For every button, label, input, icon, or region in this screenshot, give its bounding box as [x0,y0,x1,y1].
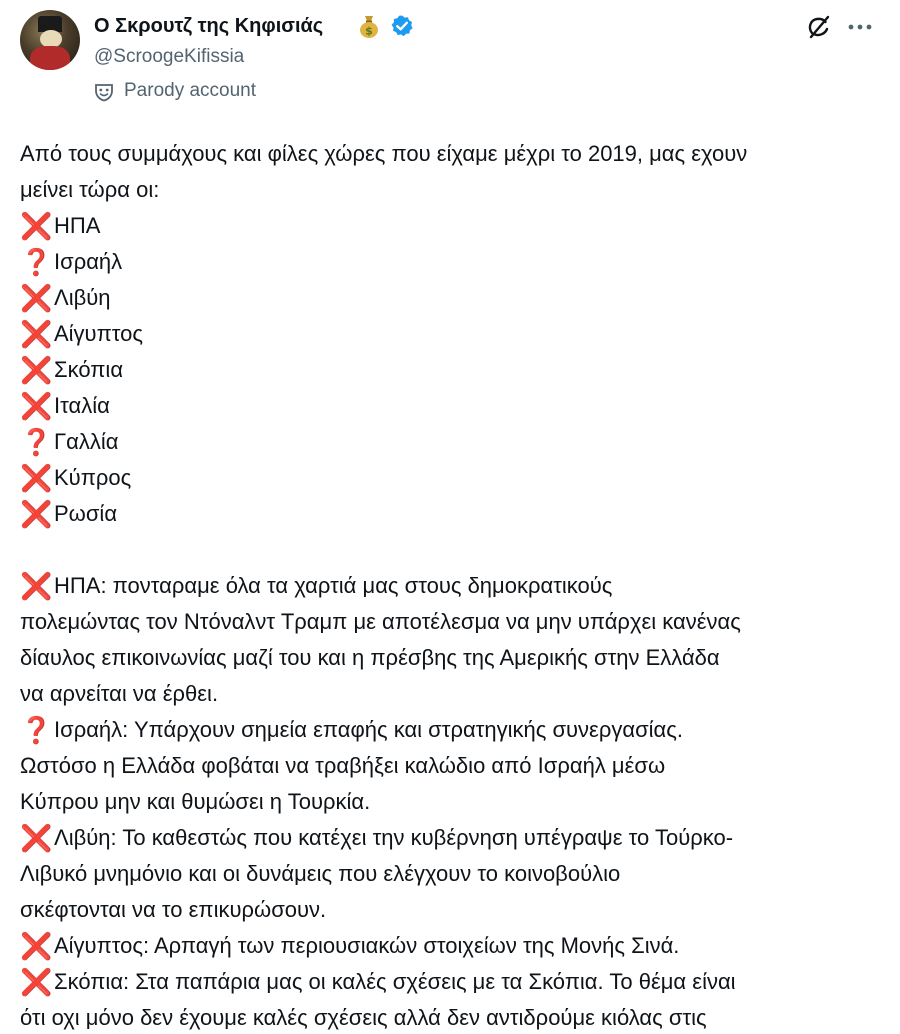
detail-continuation [20,1000,890,1034]
detail-continuation-text: πολεμώντας τον Ντόναλντ Τραμπ με αποτέλεσμα να μην υπάρχει κανένας [20,609,741,634]
detail-continuation-text: δίαυλος επικοινωνίας μαζί του και η πρέσβης της Αμερικής στην Ελλάδα [20,645,720,670]
cross-mark-icon: ❌ [20,355,53,385]
detail-item-text: Αίγυπτος: Αρπαγή των περιουσιακών στοιχείων της Μονής Σινά. [54,933,680,958]
detail-continuation-text: σκέφτονται να το επικυρώσουν. [20,897,327,922]
cross-mark-icon: ❌ [20,571,53,601]
cross-mark-icon: ❌ [20,967,53,997]
question-mark-icon: ❓ [20,427,53,457]
display-name[interactable]: Ο Σκρουτζ της Κηφισιάς [94,15,324,37]
detail-continuation [20,640,890,676]
detail-item-text: Σκόπια: Στα παπάρια μας οι καλές σχέσεις με τα Σκόπια. Το θέμα είναι [54,969,736,994]
list-item-text: Αίγυπτος [54,321,143,346]
detail-continuation-text: Λιβυκό μνημόνιο και οι δυνάμεις που ελέγχουν το κοινοβούλιο [20,861,621,886]
detail-item-text: Λιβύη: Το καθεστώς που κατέχει την κυβέρνηση υπέγραψε το Τούρκο- [54,825,734,850]
detail-item-text: Ισραήλ: Υπάρχουν σημεία επαφής και στρατηγικής συνεργασίας. [54,717,683,742]
avatar-coat [30,46,70,70]
list-item [20,496,890,532]
parody-mask-icon [94,82,114,102]
list-item [20,388,890,424]
detail-continuation [20,676,890,712]
tweet-text [20,136,890,1034]
list-item-text: Ισραήλ [54,249,123,274]
cross-mark-icon: ❌ [20,499,53,529]
cross-mark-icon: ❌ [20,283,53,313]
question-mark-icon: ❓ [20,715,53,745]
list-item-text: Ρωσία [54,501,118,526]
detail-continuation [20,604,890,640]
money-bag-icon [358,14,380,38]
blank-line [20,532,890,568]
detail-continuation [20,748,890,784]
tweet-header [0,0,900,110]
list-item [20,352,890,388]
intro-line [20,136,890,172]
intro-line [20,172,890,208]
detail-continuation [20,784,890,820]
grok-icon[interactable] [806,14,832,40]
intro-line-text: Από τους συμμάχους και φίλες χώρες που είχαμε μέχρι το 2019, μας εχουν [20,141,748,166]
svg-text:$: $ [365,24,373,38]
avatar[interactable] [20,10,80,70]
detail-item-text: ΗΠΑ: πονταραμε όλα τα χαρτιά μας στους δημοκρατικούς [54,573,613,598]
verified-badge-icon [390,14,414,38]
list-item [20,244,890,280]
list-item-text: Ιταλία [54,393,110,418]
list-item [20,316,890,352]
list-item [20,208,890,244]
detail-continuation-text: ότι οχι μόνο δεν έχουμε καλές σχέσεις αλλά δεν αντιδρούμε κιόλας στις [20,1005,707,1030]
detail-continuation [20,892,890,928]
intro-line-text: μείνει τώρα οι: [20,177,160,202]
list-item-text: ΗΠΑ [54,213,101,238]
detail-continuation-text: Κύπρου μην και θυμώσει η Τουρκία. [20,789,371,814]
detail-item [20,820,890,856]
detail-item [20,712,890,748]
parody-account-label: Parody account [124,80,257,101]
list-item [20,460,890,496]
detail-item [20,964,890,1000]
cross-mark-icon: ❌ [20,823,53,853]
handle[interactable]: @ScroogeKifissia [94,46,245,67]
list-item-text: Σκόπια [54,357,124,382]
list-item-text: Λιβύη [54,285,111,310]
cross-mark-icon: ❌ [20,931,53,961]
detail-item [20,568,890,604]
more-icon[interactable] [846,16,874,38]
question-mark-icon: ❓ [20,247,53,277]
list-item [20,424,890,460]
list-item [20,280,890,316]
detail-continuation-text: Ωστόσο η Ελλάδα φοβάται να τραβήξει καλώδιο από Ισραήλ μέσω [20,753,666,778]
list-item-text: Κύπρος [54,465,132,490]
cross-mark-icon: ❌ [20,211,53,241]
detail-continuation [20,856,890,892]
cross-mark-icon: ❌ [20,319,53,349]
detail-continuation-text: να αρνείται να έρθει. [20,681,219,706]
detail-item [20,928,890,964]
cross-mark-icon: ❌ [20,391,53,421]
cross-mark-icon: ❌ [20,463,53,493]
list-item-text: Γαλλία [54,429,119,454]
